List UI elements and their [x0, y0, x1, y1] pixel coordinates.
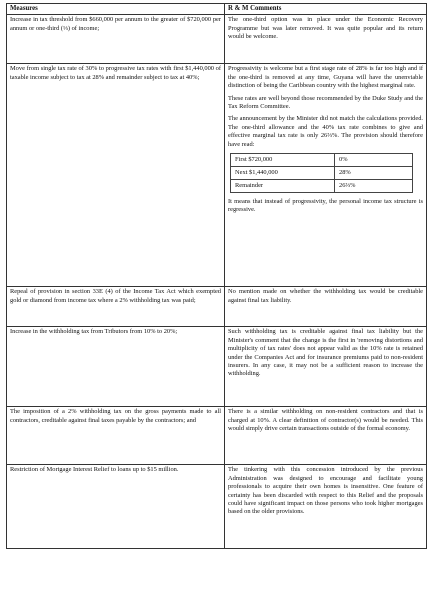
measure-cell: Increase in the withholding tax from Tributors from 10% to 20%; — [7, 327, 225, 407]
rate-band: Remainder — [231, 180, 335, 193]
table-header-row — [7, 4, 427, 15]
rate-band: First $720,000 — [231, 154, 335, 167]
comment-cell — [225, 287, 427, 327]
table-row — [7, 15, 427, 64]
comment-cell — [225, 327, 427, 407]
table-row — [7, 327, 427, 407]
rate-row — [231, 167, 413, 180]
rate-value: 0% — [335, 154, 413, 167]
comment-paragraph: No mention made on whether the withholding tax would be creditable against final tax liability. — [228, 288, 423, 304]
table-row — [7, 64, 427, 287]
comment-paragraph: The one-third option was in place under the Economic Recovery Programme but was later removed. It was quite popular and its return would be welcome. — [228, 16, 423, 41]
rate-band: Next $1,440,000 — [231, 167, 335, 180]
measure-cell: Restriction of Mortgage Interest Relief to loans up to $15 million. — [7, 465, 225, 549]
measure-cell: The imposition of a 2% withholding tax on the gross payments made to all contractors, creditable against final taxes payable by the contractors; and — [7, 407, 225, 465]
tax-rate-table — [230, 153, 413, 193]
comment-paragraph: There is a similar withholding on non-resident contractors and that is charged at 10%. A clear definition of contractor(s) would be needed. This would simply drive certain transactions outside of the formal economy. — [228, 408, 423, 433]
comment-paragraph: It means that instead of progressivity, the personal income tax structure is regressive. — [228, 198, 423, 214]
rate-row — [231, 154, 413, 167]
rate-value: 28% — [335, 167, 413, 180]
comment-cell — [225, 64, 427, 287]
comment-cell — [225, 407, 427, 465]
measure-cell: Repeal of provision in section 33E (4) of the Income Tax Act which exempted gold or diamond from income tax where a 2% withholding tax was paid; — [7, 287, 225, 327]
measures-header: Measures — [7, 4, 225, 15]
table-row — [7, 407, 427, 465]
comment-paragraph: These rates are well beyond those recommended by the Duke Study and the Tax Reform Committee. — [228, 94, 423, 111]
comments-header: R & M Comments — [225, 4, 427, 15]
comment-paragraph: The announcement by the Minister did not match the calculations provided. The one-third allowance and the 40% tax rate combines to give and effective marginal tax rate is only 26⅔%. The provision should therefore have read: — [228, 115, 423, 148]
measures-comments-table — [6, 3, 427, 549]
measure-cell: Increase in tax threshold from $660,000 per annum to the greater of $720,000 per annum or one-third (⅓) of income; — [7, 15, 225, 64]
comment-cell — [225, 15, 427, 64]
comment-cell — [225, 465, 427, 549]
comment-paragraph: Progressivity is welcome but a first stage rate of 28% is far too high and if the one-third is removed at any time, Guyana will have the unenviable distinction of being the Caribbean country with the highest marginal rate. — [228, 65, 423, 90]
rate-value: 26⅔% — [335, 180, 413, 193]
measure-cell: Move from single tax rate of 30% to progressive tax rates with first $1,440,000 of taxable income subject to tax at 28% and remainder subject to tax at 40%; — [7, 64, 225, 287]
comment-paragraph: Such withholding tax is creditable against final tax liability but the Minister's comment that the change is the first in 'removing distortions and multiplicity of tax rates' does not appear valid as the 10% rate is retained under the Companies Act and for insurance premiums paid to non-resident insurers. In any case, it may not be a sufficient reason to increase the withholding. — [228, 328, 423, 378]
table-row — [7, 465, 427, 549]
comment-paragraph: The tinkering with this concession introduced by the previous Administration was designed to encourage and facilitate young professionals to acquire their own homes is insensitive. One feature of certainty has been discarded with respect to this Relief and the proposals could have significant impact on those persons who took higher mortgages based on the older provisions. — [228, 466, 423, 516]
rate-row — [231, 180, 413, 193]
table-row — [7, 287, 427, 327]
